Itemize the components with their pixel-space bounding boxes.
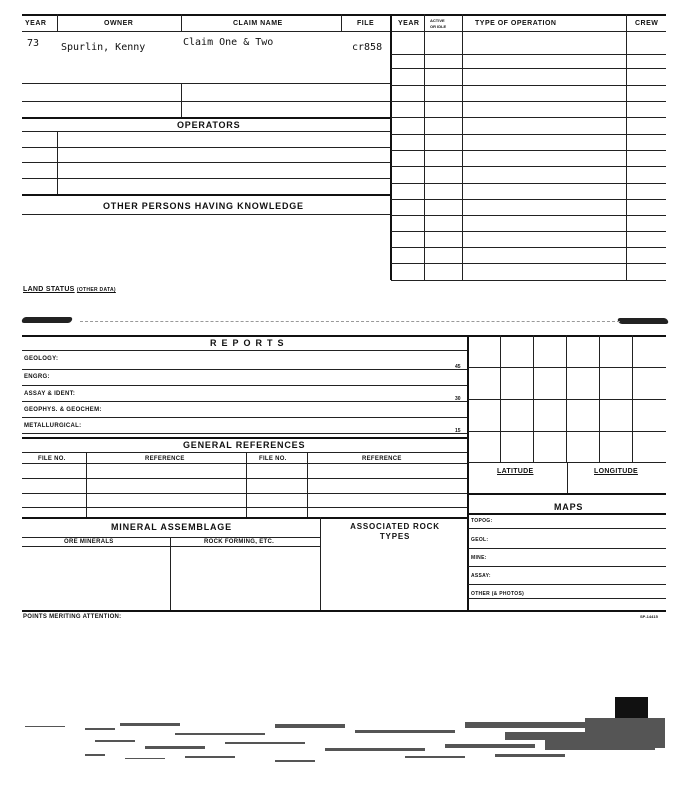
col-divider [246, 452, 247, 517]
col-divider [86, 452, 87, 517]
scan-dashes [80, 321, 620, 322]
ref-reference-1: REFERENCE [145, 456, 185, 462]
ref-reference-2: REFERENCE [362, 456, 402, 462]
latitude-label: LATITUDE [497, 468, 534, 475]
col-divider [181, 14, 182, 32]
rock-forming-label: ROCK FORMING, ETC. [204, 539, 275, 545]
refs-top-rule [22, 437, 467, 439]
map-mine: MINE: [471, 555, 487, 561]
row-rule [22, 433, 467, 434]
row-rule [22, 214, 390, 215]
operators-heading: OPERATORS [177, 120, 241, 130]
entry-claim-name: Claim One & Two [183, 37, 274, 48]
col-divider [462, 14, 463, 32]
row-rule [391, 183, 666, 184]
ore-minerals-label: ORE MINERALS [64, 539, 114, 545]
row-rule [22, 350, 467, 351]
grid-row [468, 367, 666, 368]
col-year: YEAR [25, 20, 47, 27]
report-num-45: 45 [455, 364, 461, 370]
col-type-of-operation: TYPE OF OPERATION [475, 20, 557, 27]
row-rule [468, 598, 666, 599]
map-geol: GEOL: [471, 537, 489, 543]
row-rule [468, 584, 666, 585]
mineral-assemblage-heading: MINERAL ASSEMBLAGE [111, 522, 232, 532]
reports-heading: REPORTS [210, 338, 289, 348]
report-metallurgical: METALLURGICAL: [24, 423, 82, 429]
scan-smudge [21, 317, 73, 323]
row-rule [391, 215, 666, 216]
row-rule [22, 385, 467, 386]
row-rule [22, 507, 467, 508]
report-num-30: 30 [455, 396, 461, 402]
row-rule [22, 493, 467, 494]
report-geophys: GEOPHYS. & GEOCHEM: [24, 407, 102, 413]
col-divider [341, 14, 342, 32]
points-meriting-attention: POINTS MERITING ATTENTION: [23, 614, 122, 620]
report-num-15: 15 [455, 428, 461, 434]
associated-rock-types-heading: ASSOCIATED ROCK TYPES [350, 522, 440, 541]
row-rule [391, 117, 666, 118]
report-geology: GEOLOGY: [24, 356, 59, 362]
maps-rule [468, 513, 666, 515]
row-rule [391, 101, 666, 102]
row-rule [22, 369, 467, 370]
row-rule [22, 452, 467, 453]
col-active-1: ACTIVE [430, 18, 445, 23]
col-owner: OWNER [104, 20, 134, 27]
mineral-top-rule [22, 517, 467, 519]
other-persons-rule [22, 194, 390, 196]
row-rule [391, 199, 666, 200]
ref-file-no-2: FILE NO. [259, 456, 287, 462]
ref-file-no-1: FILE NO. [38, 456, 66, 462]
grid-row [468, 399, 666, 400]
col-divider [181, 83, 182, 117]
operators-rule [22, 117, 390, 119]
map-other: OTHER (& PHOTOS) [471, 591, 525, 597]
col-claim-name: CLAIM NAME [233, 20, 283, 27]
row-rule [468, 548, 666, 549]
row-rule [391, 150, 666, 151]
header-rule [22, 31, 666, 32]
col-divider [307, 452, 308, 517]
entry-year: 73 [27, 38, 40, 49]
row-rule [22, 101, 390, 102]
land-status-label: LAND STATUS [23, 286, 75, 293]
col-active-2: OR IDLE [430, 24, 447, 29]
row-rule [22, 83, 390, 84]
scan-noise [25, 718, 670, 768]
row-rule [468, 566, 666, 567]
row-rule [22, 417, 467, 418]
row-rule [391, 231, 666, 232]
col-divider [57, 131, 58, 194]
row-rule [468, 528, 666, 529]
grid-row [468, 431, 666, 432]
row-rule [22, 537, 320, 538]
row-rule [391, 280, 666, 281]
scan-smudge [617, 318, 669, 324]
row-rule [391, 85, 666, 86]
land-status-heading [23, 286, 116, 293]
latlong-divider [567, 462, 568, 493]
land-status-sub: (OTHER DATA) [76, 287, 116, 293]
top-border [22, 14, 666, 16]
report-assay: ASSAY & IDENT: [24, 391, 76, 397]
col-year-2: YEAR [398, 20, 420, 27]
row-rule [22, 401, 467, 402]
bottom-rule [22, 610, 666, 612]
col-crew: CREW [635, 20, 659, 27]
col-file: FILE [357, 20, 375, 27]
row-rule [22, 147, 390, 148]
row-rule [391, 247, 666, 248]
general-references-heading: GENERAL REFERENCES [183, 440, 306, 450]
map-assay: ASSAY: [471, 573, 491, 579]
col-divider [424, 14, 425, 32]
row-rule [22, 162, 390, 163]
col-divider [626, 14, 627, 32]
maps-heading: MAPS [554, 502, 584, 512]
map-topog: TOPOG: [471, 518, 493, 524]
row-rule [391, 68, 666, 69]
longitude-label: LONGITUDE [594, 468, 638, 475]
row-rule [22, 463, 467, 464]
entry-owner: Spurlin, Kenny [61, 42, 146, 53]
row-rule [391, 134, 666, 135]
col-divider [170, 537, 171, 610]
maps-top-rule [468, 493, 666, 495]
other-persons-heading: OTHER PERSONS HAVING KNOWLEDGE [103, 201, 304, 211]
report-engrg: ENGRG: [24, 374, 50, 380]
row-rule [391, 54, 666, 55]
row-rule [391, 166, 666, 167]
reports-top-rule [22, 335, 666, 337]
form-id: SP-14415 [640, 614, 658, 619]
row-rule [22, 478, 467, 479]
col-divider [57, 14, 58, 32]
entry-file: cr858 [352, 42, 383, 53]
row-rule [391, 263, 666, 264]
row-rule [22, 131, 390, 132]
row-rule [22, 546, 320, 547]
col-divider [320, 517, 321, 610]
block-divider [467, 335, 469, 610]
row-rule [22, 178, 390, 179]
